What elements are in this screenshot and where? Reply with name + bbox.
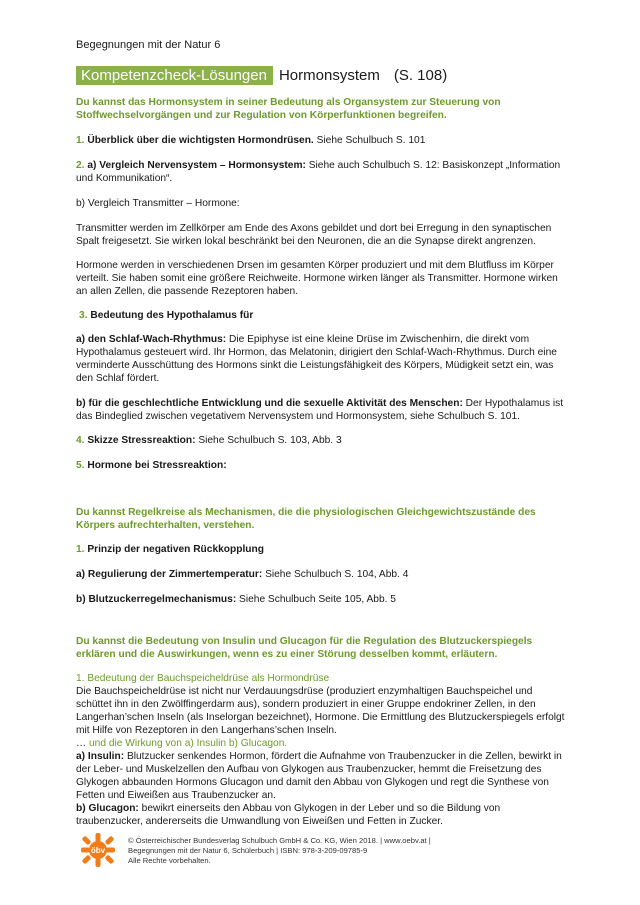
s2-question-1 [76,543,566,556]
footer-line-2: Begegnungen mit der Natur 6, Schülerbuch | ISBN: 978-3-209-09785-9 [128,846,368,855]
question-title: Hormone bei Stressreaktion: [87,460,227,471]
transmitter-paragraph: Transmitter werden im Zellkörper am Ende des Axons gebildet und dort bei Erregung in den synaptischen Spalt freigesetzt. Sie wirken lokal beschränkt bei den Neuronen, die an die Synapse direkt angrenzen. [76,223,552,247]
s3-question-1-heading: 1. Bedeutung der Bauchspeicheldrüse als Hormondrüse [76,673,330,684]
question-number: 1. [76,135,85,146]
question-subtitle: b) für die geschlechtliche Entwicklung und die sexuelle Aktivität des Menschen: [76,398,463,409]
question-4 [76,434,566,447]
running-header: Begegnungen mit der Natur 6 [76,39,221,51]
question-3a [76,333,566,385]
question-2b-label: b) Vergleich Transmitter – Hormone: [76,198,240,209]
question-title: Überblick über die wichtigsten Hormondrüsen. [87,135,314,146]
answer-text: bewikrt einerseits den Abbau von Glykogen in der Leber und so die Bildung von traubenzucker, andererseits die Umwandlung von Eiweißen und Fetten in Zucker. [76,803,501,827]
question-number: 4. [76,435,85,446]
question-number: 1. [76,544,85,555]
question-number: 3. [79,310,88,321]
question-answer: Siehe Schulbuch S. 103, Abb. 3 [195,435,342,446]
answer-label: b) Glucagon: [76,803,139,814]
question-title: Prinzip der negativen Rückkopplung [87,544,264,555]
glucagon-answer [76,802,566,828]
question-2a [76,159,566,185]
title-row [76,66,447,85]
question-subtitle: a) den Schlaf-Wach-Rhythmus: [76,334,227,345]
s2-question-a [76,568,566,581]
hormone-paragraph: Hormone werden in verschiedenen Drsen im gesamten Körper produziert und mit dem Blutfluss im Körper verteilt. Sie haben somit eine größere Reichweite. Hormone wirken länger als Transmitter. Hormone wirken an allen Zellen, die passende Rezeptoren haben. [76,260,558,297]
question-answer: Siehe Schulbuch Seite 105, Abb. 5 [236,594,396,605]
question-answer: Siehe Schulbuch S. 104, Abb. 4 [262,569,409,580]
question-number: 5. [76,460,85,471]
question-number: 2. [76,160,85,171]
footer-line-3: Alle Rechte vorbehalten. [128,856,211,865]
footer [80,832,560,882]
s2-question-b [76,593,566,606]
competence-goal-3: Du kannst die Bedeutung von Insulin und Glucagon für die Regulation des Blutzuckerspiegels erklären und die Auswirkungen, wenn es zu einer Störung desselben kommt, erläutern. [76,636,533,660]
question-answer: Siehe auch Schulbuch S. 12: Basiskonzept „Information und Kommunikation“. [76,160,561,184]
oebv-logo-icon [80,832,116,868]
main-content [76,96,566,828]
question-answer: Siehe Schulbuch S. 101 [313,135,426,146]
question-subtitle: a) Regulierung der Zimmertemperatur: [76,569,263,580]
insulin-answer [76,750,566,802]
title-page-ref: (S. 108) [393,67,448,84]
competence-goal-2: Du kannst Regelkreise als Mechanismen, die die physiologischen Gleichgewichtszustände des Körpers aufrechterhalten, verstehen. [76,507,536,531]
question-3 [76,309,566,322]
title-label-box: Kompetenzcheck-Lösungen [76,66,273,85]
question-1 [76,134,566,147]
s3-question-1-answer: Die Bauchspeicheldrüse ist nicht nur Verdauungsdrüse (produziert enzymhaltigen Bauchspeichel und schüttet ihn in den Zwölffingerdarm aus), sondern produziert in einer Gruppe endokriner Zellen, in den Langerhan’schen Inseln (als Inselorgan bezeichnet), Hormone. Die Ermittlung des Blutzuckerspiegels erfolgt mit Hilfe von Rezeptoren in den Langerhans’schen Inseln. [76,686,565,736]
footer-line-1: © Österreichischer Bundesverlag Schulbuch GmbH & Co. KG, Wien 2018. | www.oebv.at | [128,836,431,845]
ellipsis: … [76,738,87,749]
answer-text: Blutzucker senkendes Hormon, fördert die Aufnahme von Traubenzucker in die Zellen, bewirkt in der Leber- und Muskelzellen den Aufbau von Glykogen aus Traubenzucker, hemmt die Freisetzung des Glykogen abbaunden Hormons Glucagon und damit den Abbau von Glykogen und regt die Synthese von Fetten und Eiweißen aus Traubenzucker an. [76,751,562,801]
logo-text: öbv [90,846,106,855]
question-title: a) Vergleich Nervensystem – Hormonsystem: [87,160,306,171]
s3-question-1-continuation [76,737,566,750]
question-title: Skizze Stressreaktion: [87,435,196,446]
question-answer: Der Hypothalamus ist das Bindeglied zwischen vegetativem Nervensystem und Hormonsystem, siehe Schulbuch S. 101. [76,398,564,422]
question-5 [76,459,566,472]
question-answer: Die Epiphyse ist eine kleine Drüse im Zwischenhirn, die direkt vom Hypothalamus gesteuert wird. Ihr Hormon, das Melatonin, dirigiert den Schlaf-Wach-Rhythmus. Durch eine verminderte Ausschüttung des Hormons sinkt die Leistungsfähigkeit des Körpers, Müdigkeit setzt ein, was den Schlaf fördert. [76,334,557,384]
continuation-text: und die Wirkung von a) Insulin b) Glucagon. [86,738,288,749]
title-topic: Hormonsystem [278,67,380,84]
question-subtitle: b) Blutzuckerregelmechanismus: [76,594,237,605]
footer-copyright [128,836,431,866]
question-3b [76,397,566,423]
competence-goal-1: Du kannst das Hormonsystem in seiner Bedeutung als Organsystem zur Steuerung von Stoffwechselvorgängen und zur Regulation von Körperfunktionen begreifen. [76,97,501,121]
question-title: Bedeutung des Hypothalamus für [90,310,254,321]
answer-label: a) Insulin: [76,751,125,762]
